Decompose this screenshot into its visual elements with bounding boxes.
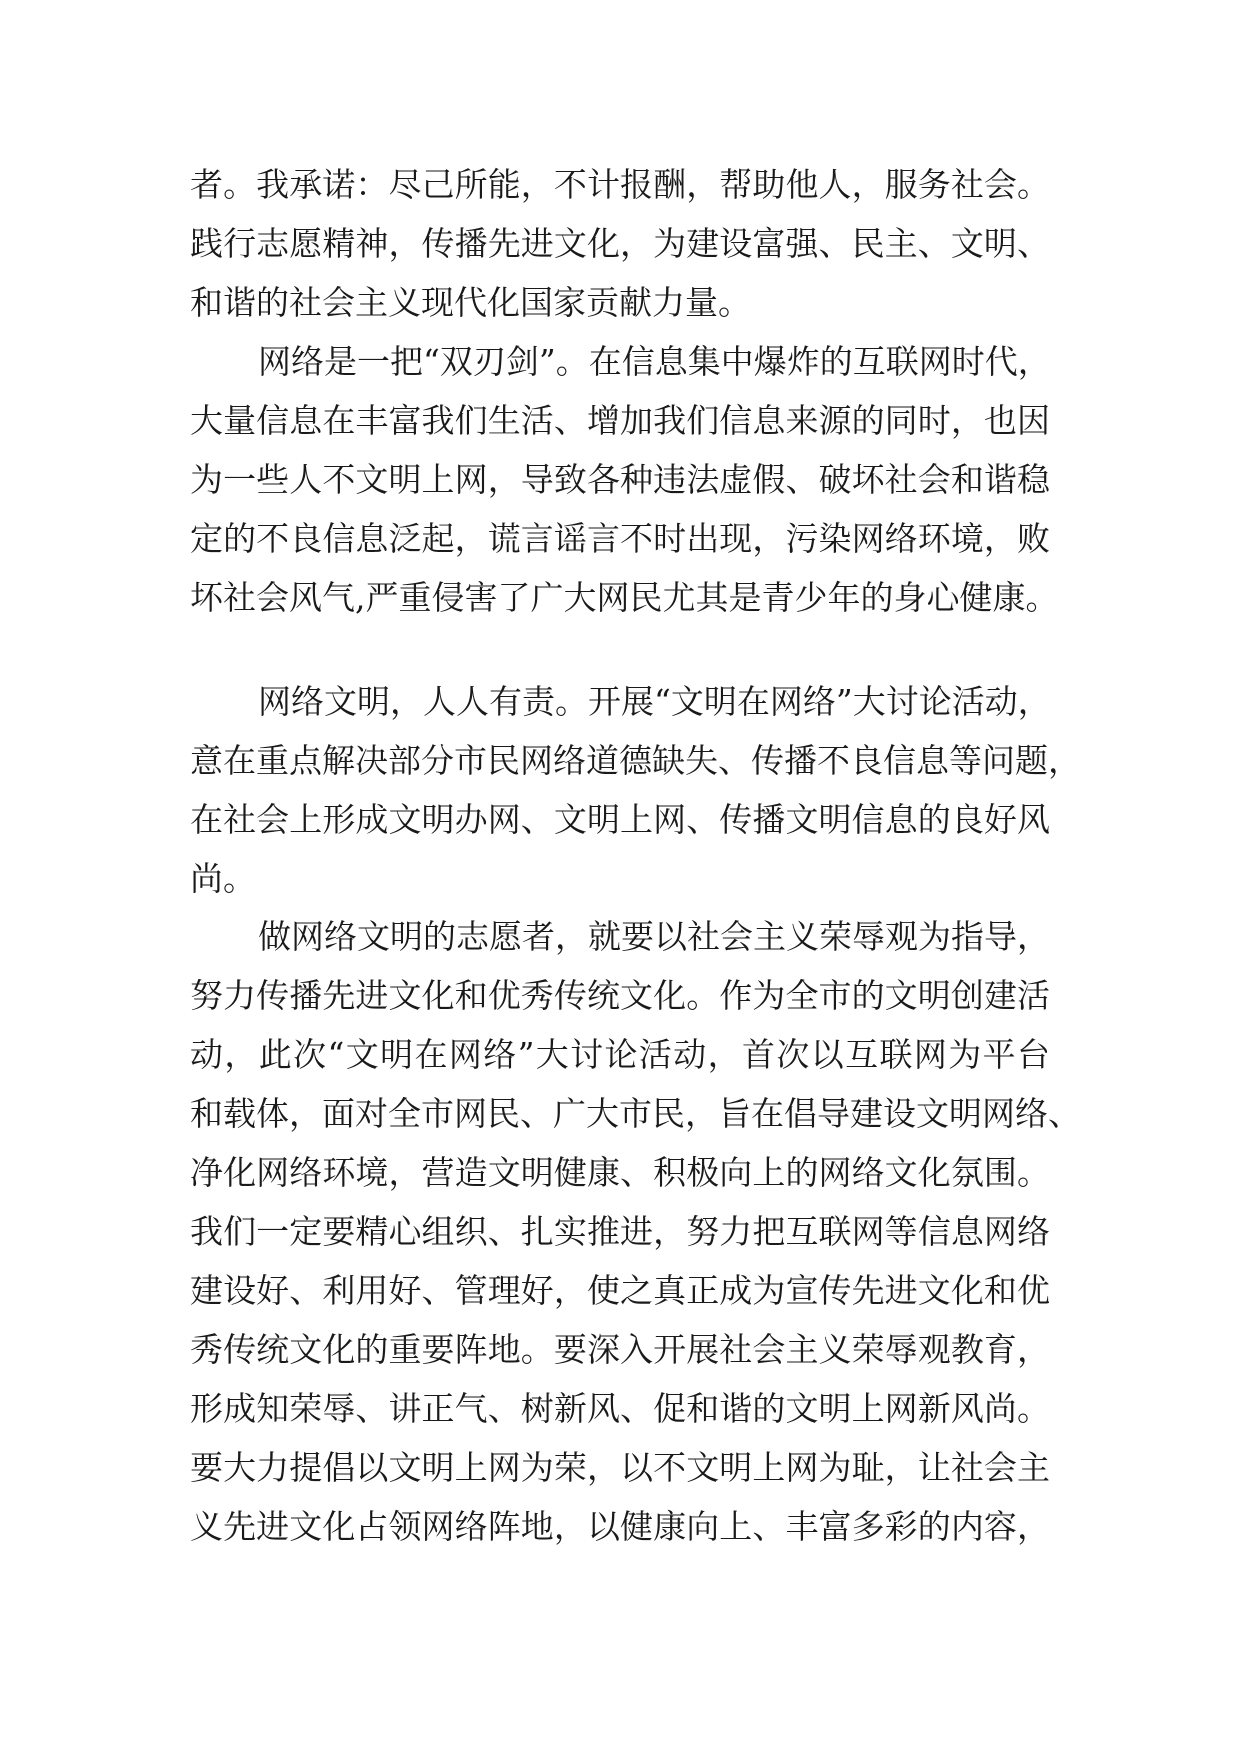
text-line: 做网络文明的志愿者，就要以社会主义荣辱观为指导， [258,917,1050,956]
text-line: 为一些人不文明上网，导致各种违法虚假、破坏社会和谐稳 [190,460,1050,499]
text-line: 网络是一把“双刃剑”。在信息集中爆炸的互联网时代， [258,342,1051,381]
paragraph-network-civility-responsibility [190,672,1081,908]
text-line: 践行志愿精神，传播先进文化，为建设富强、民主、文明、 [190,224,1050,263]
text-line: 意在重点解决部分市民网络道德缺失、传播不良信息等问题， [190,741,1081,780]
text-line: 大量信息在丰富我们生活、增加我们信息来源的同时，也因 [190,401,1050,440]
paragraph-volunteer-pledge [190,155,1050,332]
text-line: 努力传播先进文化和优秀传统文化。作为全市的文明创建活 [190,976,1050,1015]
text-line: 定的不良信息泛起，谎言谣言不时出现，污染网络环境，败 [190,519,1050,558]
text-line: 和谐的社会主义现代化国家贡献力量。 [190,283,751,322]
text-line: 义先进文化占领网络阵地，以健康向上、丰富多彩的内容， [190,1507,1050,1546]
paragraph-double-edged-sword [190,332,1059,627]
text-line: 秀传统文化的重要阵地。要深入开展社会主义荣辱观教育， [190,1330,1050,1369]
text-line: 建设好、利用好、管理好，使之真正成为宣传先进文化和优 [190,1271,1050,1310]
text-line: 在社会上形成文明办网、文明上网、传播文明信息的良好风 [190,800,1050,839]
text-line: 网络文明，人人有责。开展“文明在网络”大讨论活动， [258,682,1051,721]
text-line: 尚。 [190,859,256,898]
paragraph-be-a-civility-volunteer [190,907,1081,1556]
text-line: 要大力提倡以文明上网为荣，以不文明上网为耻，让社会主 [190,1448,1050,1487]
text-line: 我们一定要精心组织、扎实推进，努力把互联网等信息网络 [190,1212,1050,1251]
text-line: 者。我承诺：尽己所能，不计报酬，帮助他人，服务社会。 [190,165,1050,204]
text-line: 净化网络环境，营造文明健康、积极向上的网络文化氛围。 [190,1153,1050,1192]
text-line: 和载体，面对全市网民、广大市民，旨在倡导建设文明网络、 [190,1094,1081,1133]
text-line: 动，此次“文明在网络”大讨论活动，首次以互联网为平台 [190,1035,1050,1074]
text-line: 坏社会风气,严重侵害了广大网民尤其是青少年的身心健康。 [190,578,1059,617]
text-line: 形成知荣辱、讲正气、树新风、促和谐的文明上网新风尚。 [190,1389,1050,1428]
